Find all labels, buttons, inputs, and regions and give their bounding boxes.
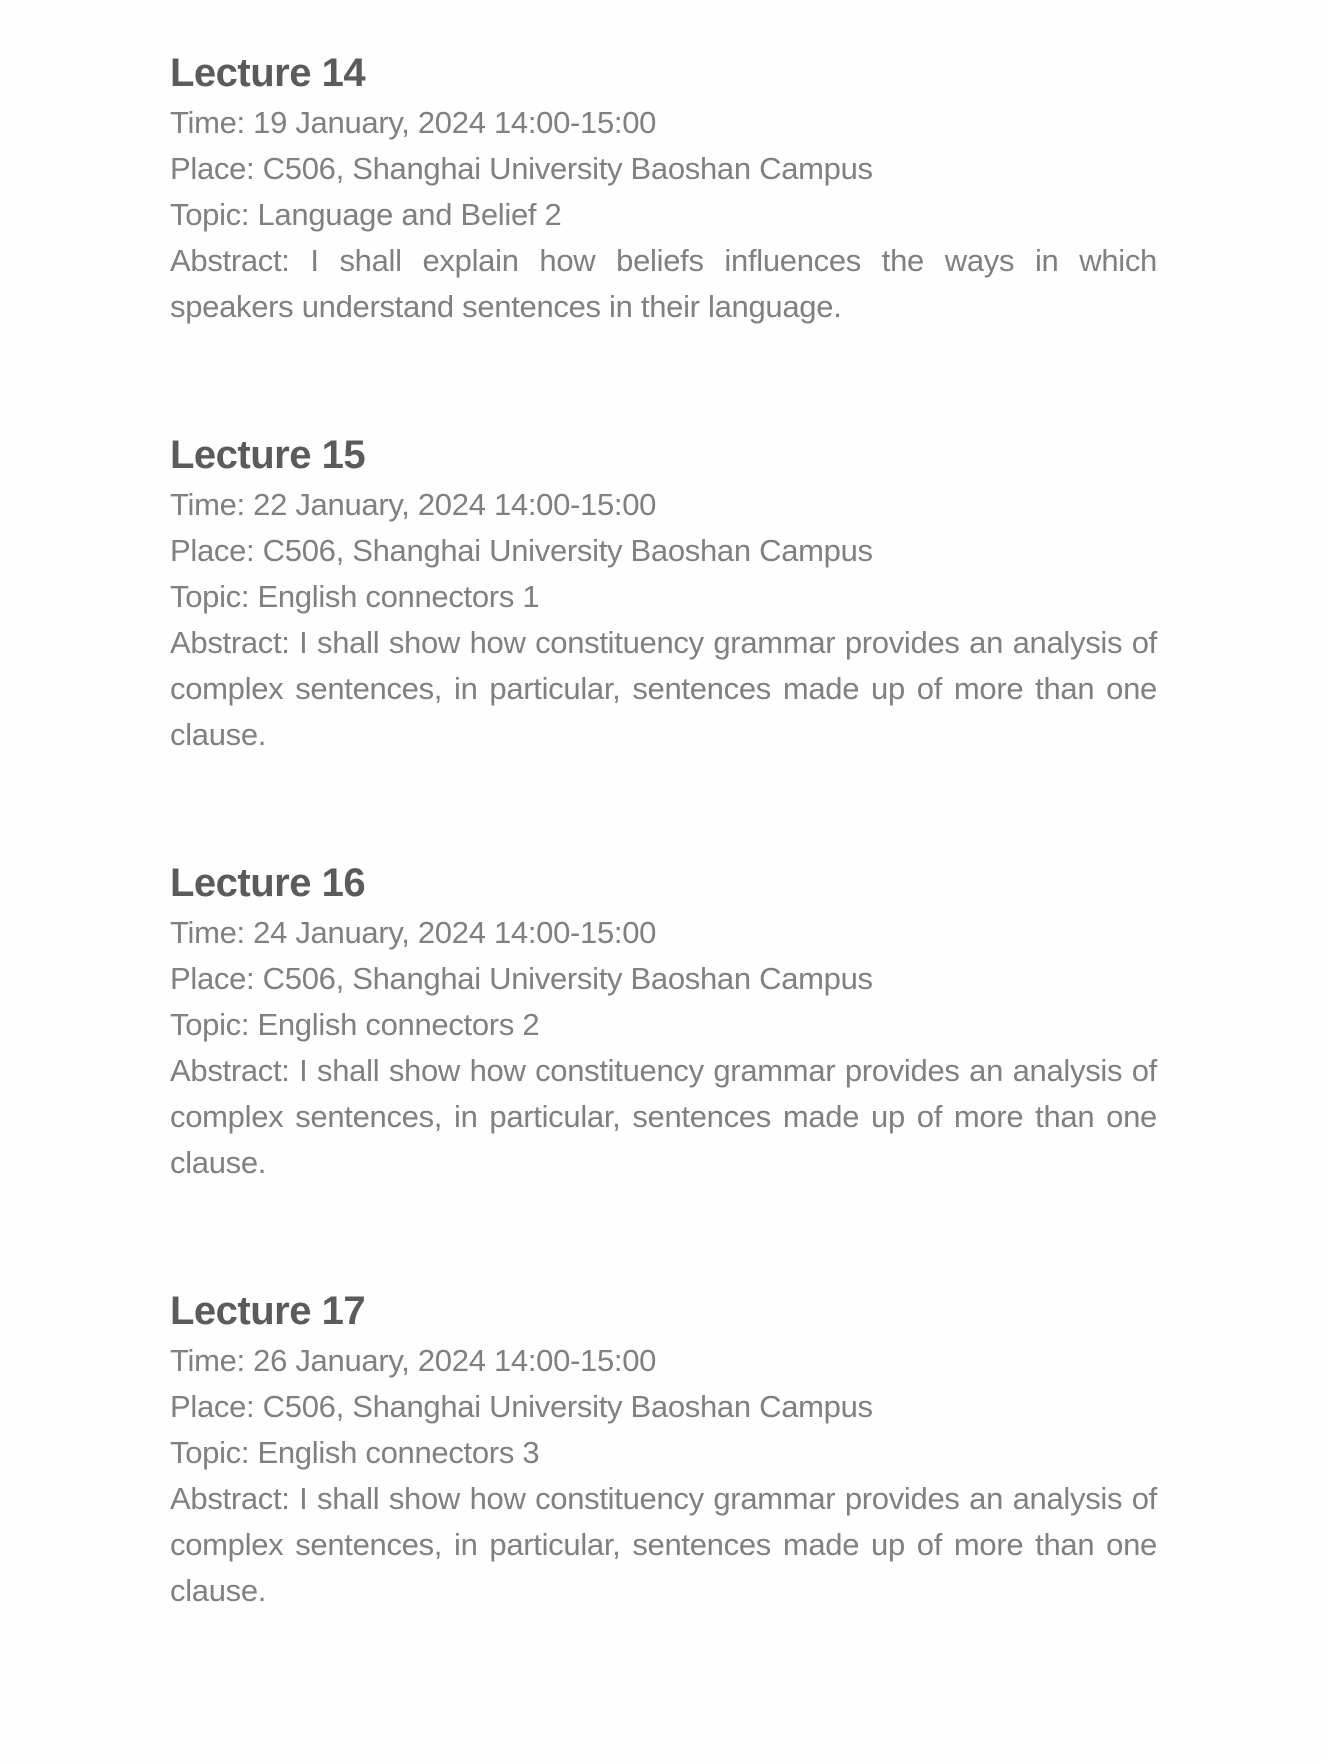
lecture-abstract: Abstract: I shall explain how beliefs influences the ways in which speakers understand sentences in their language.: [170, 243, 1157, 324]
lecture-abstract: Abstract: I shall show how constituency grammar provides an analysis of complex sentences, in particular, sentences made up of more than one clause.: [170, 1481, 1157, 1608]
lecture-place: Place: C506, Shanghai University Baoshan Campus: [170, 1389, 873, 1424]
lecture-time: Time: 19 January, 2024 14:00-15:00: [170, 105, 657, 140]
lecture-place: Place: C506, Shanghai University Baoshan Campus: [170, 151, 873, 186]
lecture-15-section: [170, 432, 1157, 758]
lecture-title: Lecture 16: [170, 861, 366, 905]
lecture-title: Lecture 17: [170, 1289, 366, 1333]
lecture-topic: Topic: English connectors 1: [170, 579, 540, 614]
lecture-16-section: [170, 860, 1157, 1186]
lecture-time: Time: 26 January, 2024 14:00-15:00: [170, 1343, 657, 1378]
lecture-17-section: [170, 1288, 1157, 1614]
lecture-time: Time: 24 January, 2024 14:00-15:00: [170, 915, 657, 950]
lecture-place: Place: C506, Shanghai University Baoshan Campus: [170, 533, 873, 568]
lecture-14-section: [170, 50, 1157, 330]
lecture-abstract: Abstract: I shall show how constituency grammar provides an analysis of complex sentences, in particular, sentences made up of more than one clause.: [170, 625, 1157, 752]
lecture-place: Place: C506, Shanghai University Baoshan Campus: [170, 961, 873, 996]
lecture-title: Lecture 14: [170, 51, 366, 95]
lecture-topic: Topic: English connectors 3: [170, 1435, 540, 1470]
lecture-topic: Topic: Language and Belief 2: [170, 197, 562, 232]
lecture-topic: Topic: English connectors 2: [170, 1007, 540, 1042]
lecture-abstract: Abstract: I shall show how constituency grammar provides an analysis of complex sentences, in particular, sentences made up of more than one clause.: [170, 1053, 1157, 1180]
lecture-time: Time: 22 January, 2024 14:00-15:00: [170, 487, 657, 522]
lecture-title: Lecture 15: [170, 433, 366, 477]
